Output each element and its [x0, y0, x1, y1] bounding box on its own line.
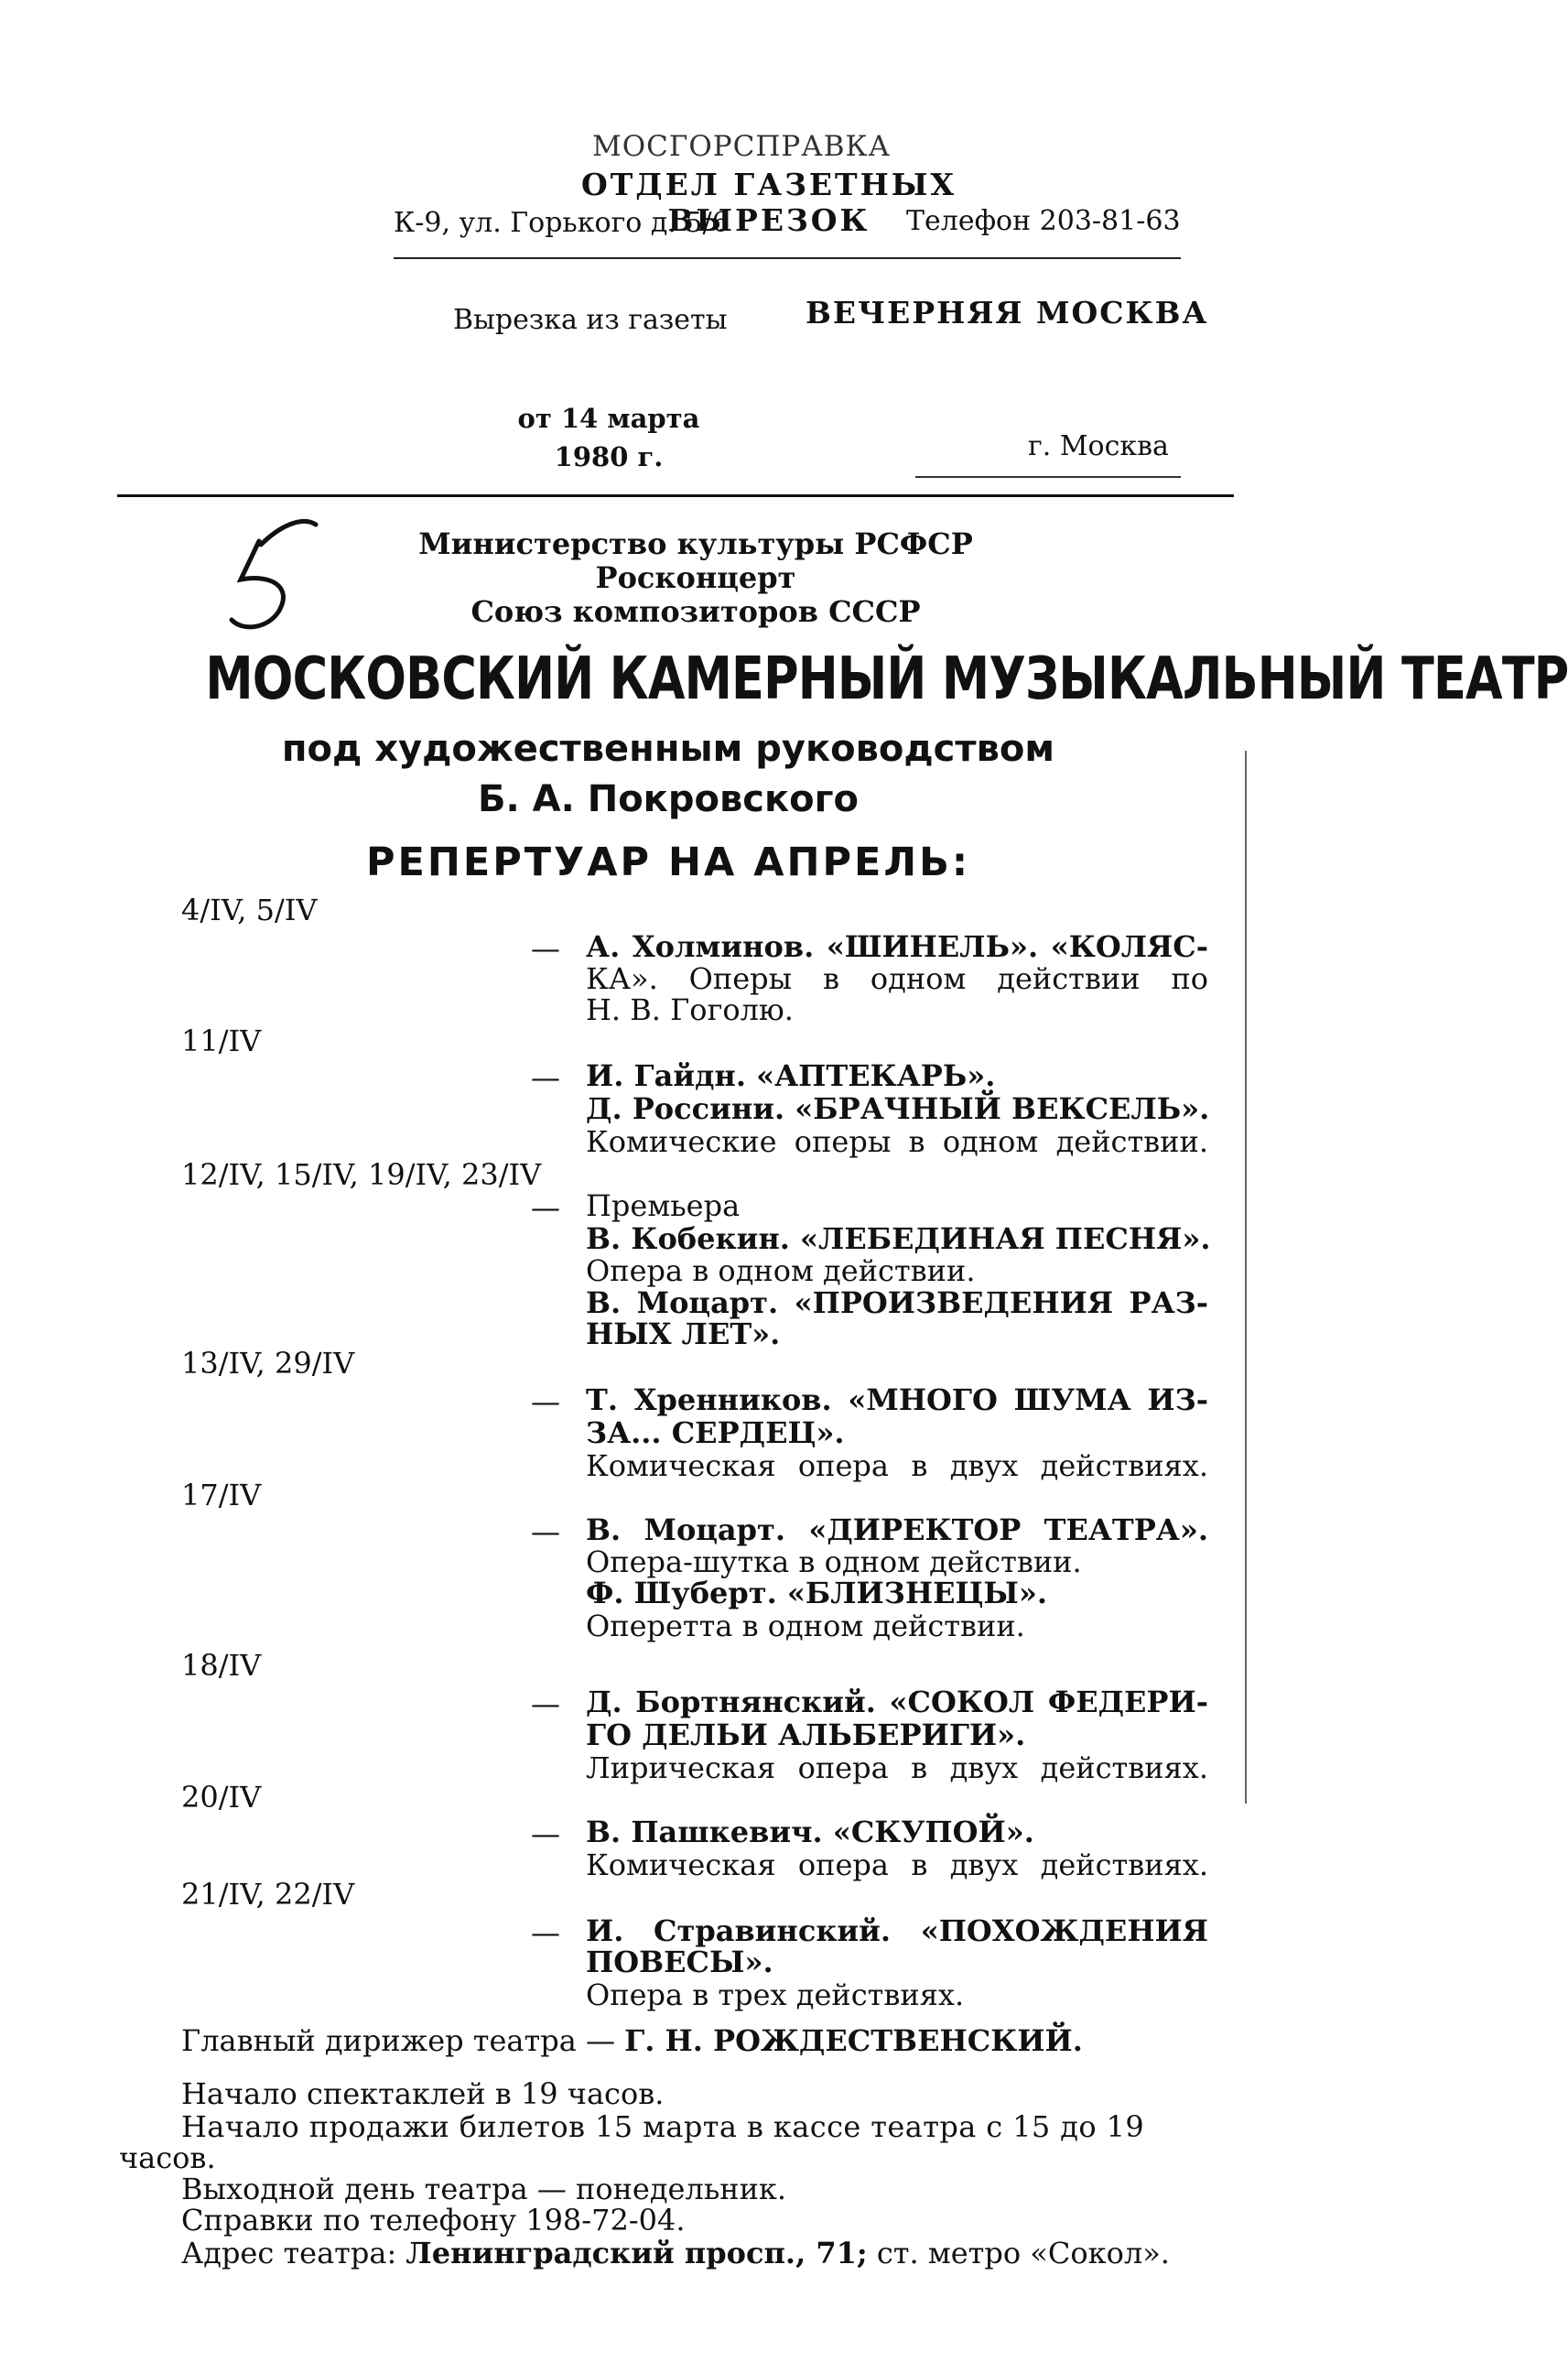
- schedule-line: Комическая опера в двух действиях.: [586, 1847, 1208, 1882]
- repertoire-heading: РЕПЕРТУАР НА АПРЕЛЬ:: [365, 840, 971, 885]
- schedule-line: КА». Оперы в одном действии по: [586, 961, 1208, 996]
- conductor-line: [181, 2023, 1216, 2058]
- schedule-line: ЗА... СЕРДЕЦ».: [586, 1415, 845, 1450]
- schedule-dates: 18/IV: [181, 1648, 262, 1683]
- tickets-info: Начало продажи билетов 15 марта в кассе театра с 15 до 19: [181, 2109, 1145, 2144]
- organizer-rosconcert: Росконцерт: [595, 560, 796, 595]
- clipping-city: г. Москва: [1028, 430, 1169, 462]
- clipping-separator: [117, 494, 1234, 497]
- schedule-line: Комические оперы в одном действии.: [586, 1124, 1208, 1159]
- composer-title: А. Холминов. «ШИНЕЛЬ». «КОЛЯС-: [586, 929, 1208, 964]
- agency-name: МОСГОРСПРАВКА: [591, 130, 891, 163]
- schedule-line: Опера в одном действии.: [586, 1253, 976, 1288]
- schedule-dates: 4/IV, 5/IV: [181, 893, 318, 927]
- clipping-label: Вырезка из газеты: [453, 304, 728, 336]
- clipping-date: от 14 марта: [517, 403, 700, 434]
- tickets-info-continued: часов.: [119, 2140, 216, 2175]
- schedule-line: И. Стравинский. «ПОХОЖДЕНИЯ: [586, 1913, 1208, 1948]
- department-name: ОТДЕЛ ГАЗЕТНЫХ ВЫРЕЗОК: [580, 167, 957, 238]
- agency-address: К-9, ул. Горького д. 5/6: [394, 207, 730, 239]
- schedule-line: Опера в трех действиях.: [586, 1978, 965, 2012]
- schedule-dash: —: [531, 1190, 560, 1225]
- conductor-label: Главный дирижер театра —: [181, 2023, 615, 2058]
- schedule-line: В. Моцарт. «ПРОИЗВЕДЕНИЯ РАЗ-: [586, 1285, 1208, 1320]
- schedule-line: В. Кобекин. «ЛЕБЕДИНАЯ ПЕСНЯ».: [586, 1221, 1211, 1256]
- schedule-line: Д. Россини. «БРАЧНЫЙ ВЕКСЕЛЬ».: [586, 1091, 1210, 1126]
- info-phone: Справки по телефону 198-72-04.: [181, 2203, 686, 2238]
- schedule-line: НЫХ ЛЕТ».: [586, 1317, 781, 1351]
- address-value: Ленинградский просп., 71;: [406, 2236, 868, 2270]
- schedule-dash: —: [531, 1915, 560, 1950]
- newspaper-name: ВЕЧЕРНЯЯ МОСКВА: [806, 295, 1209, 330]
- theatre-address: [181, 2236, 1216, 2270]
- schedule-dash: —: [531, 1686, 560, 1721]
- schedule-line: Ф. Шуберт. «БЛИЗНЕЦЫ».: [586, 1576, 1047, 1610]
- schedule-dash: —: [531, 1514, 560, 1549]
- day-off: Выходной день театра — понедельник.: [181, 2172, 787, 2206]
- theatre-title: МОСКОВСКИЙ КАМЕРНЫЙ МУЗЫКАЛЬНЫЙ ТЕАТР: [205, 645, 1568, 713]
- schedule-line: И. Гайдн. «АПТЕКАРЬ».: [586, 1058, 996, 1093]
- organizer-ministry: Министерство культуры РСФСР: [418, 526, 973, 561]
- schedule-line: В. Пашкевич. «СКУПОЙ».: [586, 1815, 1034, 1849]
- schedule-line: Лирическая опера в двух действиях.: [586, 1750, 1208, 1785]
- direction-line: под художественным руководством: [281, 728, 1055, 770]
- handwritten-number-mark: [215, 508, 334, 645]
- schedule-line: [586, 931, 1208, 962]
- clipping-year: 1980 г.: [554, 441, 664, 472]
- schedule-dash: —: [531, 1060, 560, 1095]
- schedule-dates: 20/IV: [181, 1780, 262, 1815]
- address-label: Адрес театра:: [181, 2236, 397, 2270]
- schedule-line: ПОВЕСЫ».: [586, 1945, 773, 1979]
- schedule-dash: —: [531, 1816, 560, 1851]
- schedule-dash: —: [531, 1384, 560, 1419]
- director-name: Б. А. Покровского: [478, 778, 859, 820]
- schedule-line: Т. Хренников. «МНОГО ШУМА ИЗ-: [586, 1382, 1208, 1417]
- schedule-line: Премьера: [586, 1188, 741, 1223]
- schedule-dash: —: [531, 931, 560, 966]
- schedule-line: Опера-шутка в одном действии.: [586, 1544, 1082, 1579]
- schedule-line: ГО ДЕЛЬИ АЛЬБЕРИГИ».: [586, 1717, 1026, 1752]
- schedule-line: В. Моцарт. «ДИРЕКТОР ТЕАТРА».: [586, 1512, 1208, 1547]
- schedule-dates: 17/IV: [181, 1478, 262, 1512]
- metro-station: ст. метро «Сокол».: [876, 2236, 1170, 2270]
- conductor-name: Г. Н. РОЖДЕСТВЕНСКИЙ.: [624, 2023, 1083, 2058]
- schedule-line: Оперетта в одном действии.: [586, 1609, 1025, 1643]
- schedule-line: Н. В. Гоголю.: [586, 992, 794, 1027]
- organizer-composers-union: Союз композиторов СССР: [470, 594, 921, 629]
- agency-phone: Телефон 203-81-63: [906, 205, 1181, 237]
- city-underline: [915, 476, 1181, 478]
- schedule-line: Комическая опера в двух действиях.: [586, 1448, 1208, 1483]
- schedule-line: Д. Бортнянский. «СОКОЛ ФЕДЕРИ-: [586, 1685, 1208, 1719]
- schedule-dates: 11/IV: [181, 1024, 262, 1058]
- schedule-dates: 12/IV, 15/IV, 19/IV, 23/IV: [181, 1157, 542, 1192]
- schedule-dates: 13/IV, 29/IV: [181, 1346, 355, 1381]
- schedule-dates: 21/IV, 22/IV: [181, 1877, 355, 1912]
- header-rule: [394, 257, 1181, 259]
- clipping-edge: [1245, 751, 1247, 1804]
- start-time: Начало спектаклей в 19 часов.: [181, 2076, 665, 2111]
